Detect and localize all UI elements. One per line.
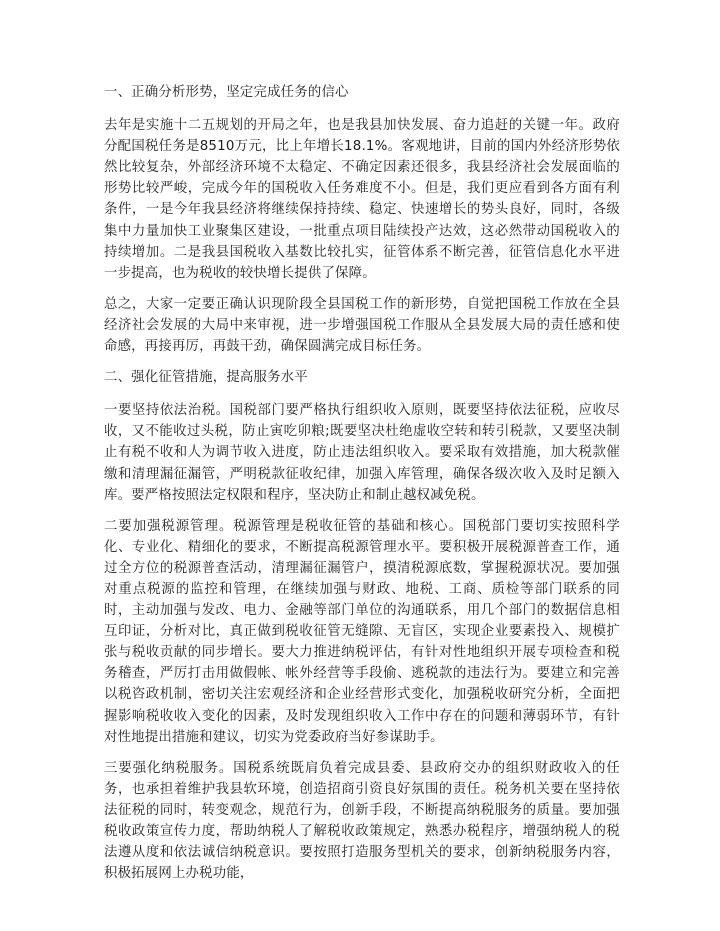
section-heading-1: 一、正确分析形势，坚定完成任务的信心 <box>104 85 349 100</box>
paragraph-1: 去年是实施十二五规划的开局之年，也是我县加快发展、奋力追赶的关键一年。政府分配国税任务是8510万元，比上年增长18.1%。客观地讲，目前的国内外经济形势依然比较复杂，外部经济环境不太稳定、不确定因素还很多，我县经济社会发展面临的形势比较严峻，完成今年的国税收入任务难度不小。但是，我们更应看到各方面有利条件，一是今年我县经济将继续保持持续、稳定、快速增长的势头良好，同时，各级集中力量加快工业聚集区建设，一批重点项目陆续投产达效，这必然带动国税收入的持续增加。二是我县国税收入基数比较扎实，征管体系不断完善，征管信息化水平进一步提高，也为税收的较快增长提供了保障。 <box>104 118 620 281</box>
paragraph-3: 一要坚持依法治税。国税部门要严格执行组织收入原则，既要坚持依法征税，应收尽收，又不能收过头税，防止寅吃卯粮;既要坚决杜绝虚收空转和转引税款，又要坚决制止有税不收和人为调节收入进度，防止违法组织收入。要采取有效措施，加大税款催缴和清理漏征漏管，严明税款征收纪律，加强入库管理，确保各级次收入及时足额入库。要严格按照法定权限和程序，坚决防止和制止越权减免税。 <box>104 403 620 503</box>
paragraph-2: 总之，大家一定要正确认识现阶段全县国税工作的新形势，自觉把国税工作放在全县经济社会发展的大局中来审视，进一步增强国税工作服从全县发展大局的责任感和使命感，再接再厉，再鼓干劲，确保圆满完成目标任务。 <box>104 296 620 355</box>
paragraph-5: 三要强化纳税服务。国税系统既肩负着完成县委、县政府交办的组织财政收入的任务，也承担着维护我县软环境，创造招商引资良好氛围的责任。税务机关要在坚持依法征税的同时，转变观念，规范行为，创新手段，不断提高纳税服务的质量。要加强税收政策宣传力度，帮助纳税人了解税收政策规定，熟悉办税程序，增强纳税人的税法遵从度和依法诚信纳税意识。要按照打造服务型机关的要求，创新纳税服务内容，积极拓展网上办税功能， <box>104 760 620 882</box>
section-heading-2: 二、强化征管措施，提高服务水平 <box>104 370 308 386</box>
document-page <box>104 82 620 894</box>
paragraph-4: 二要加强税源管理。税源管理是税收征管的基础和核心。国税部门要切实按照科学化、专业化、精细化的要求，不断提高税源管理水平。要积极开展税源普查工作，通过全方位的税源普查活动，清理漏征漏管户，摸清税源底数，掌握税源状况。要加强对重点税源的监控和管理，在继续加强与财政、地税、工商、质检等部门联系的同时，主动加强与发改、电力、金融等部门单位的沟通联系，用几个部门的数据信息相互印证，分析对比，真正做到税收征管无缝隙、无盲区，实现企业要素投入、规模扩张与税收贡献的同步增长。要大力推进纳税评估，有针对性地组织开展专项检查和税务稽查，严厉打击用做假帐、帐外经营等手段偷、逃税款的违法行为。要建立和完善以税咨政机制，密切关注宏观经济和企业经营形式变化，加强税收研究分析，全面把握影响税收收入变化的因素，及时发现组织收入工作中存在的问题和薄弱环节，有针对性地提出措施和建议，切实为党委政府当好参谋助手。 <box>104 518 620 745</box>
